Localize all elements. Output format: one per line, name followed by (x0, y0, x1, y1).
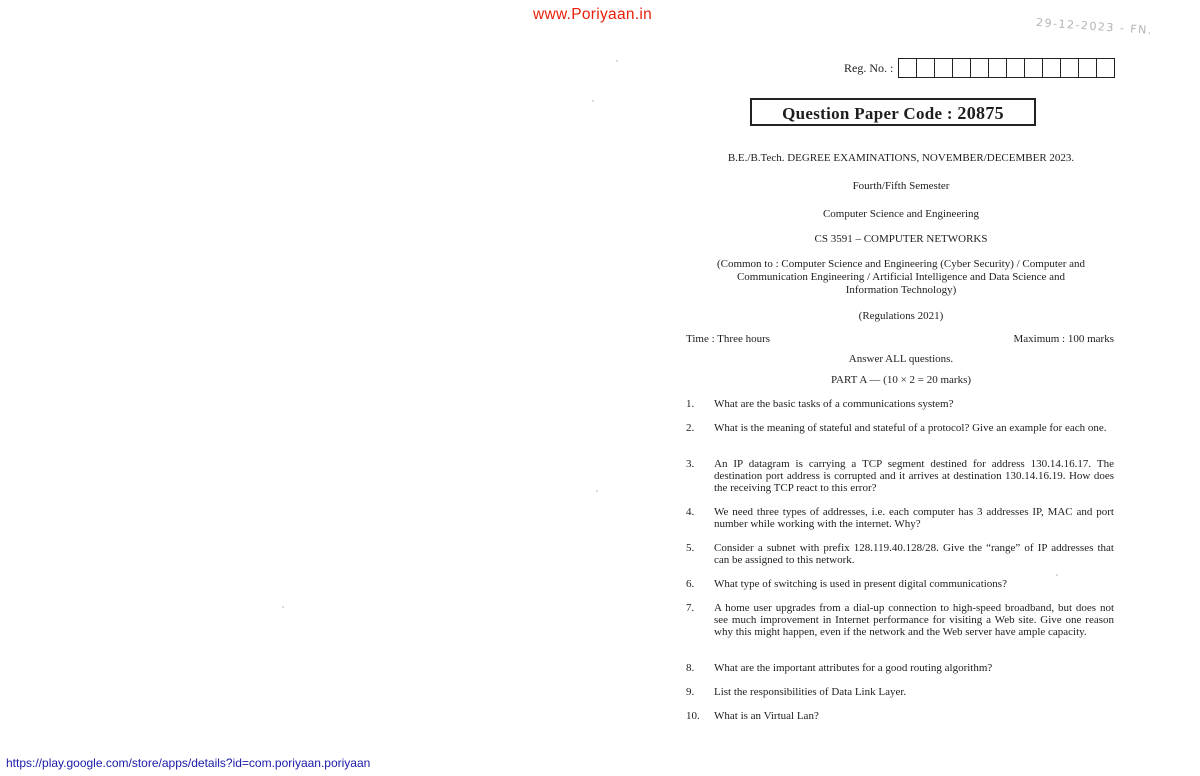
question-item (686, 422, 1114, 434)
reg-no-box[interactable] (952, 58, 971, 78)
question-text: What are the important attributes for a good routing algorithm? (714, 662, 993, 674)
reg-no-box[interactable] (934, 58, 953, 78)
reg-no-field (844, 58, 1115, 78)
paper-code-label: Question Paper Code : (782, 104, 958, 123)
common-to-line: (Common to : Computer Science and Engineering (Cyber Security) / Computer and (716, 258, 1086, 270)
question-item (686, 710, 1114, 722)
question-number: 4. (686, 506, 695, 518)
reg-no-box[interactable] (1042, 58, 1061, 78)
scan-speck (616, 60, 618, 62)
question-number: 10. (686, 710, 700, 722)
question-number: 3. (686, 458, 695, 470)
reg-no-box[interactable] (988, 58, 1007, 78)
question-number: 2. (686, 422, 695, 434)
time-marks-row (686, 333, 1114, 345)
watermark-link[interactable]: www.Poriyaan.in (533, 6, 653, 23)
reg-no-box[interactable] (916, 58, 935, 78)
handwritten-date: 29-12-2023 - FN. (1035, 15, 1154, 38)
time-duration: Time : Three hours (686, 333, 771, 345)
exam-title: B.E./B.Tech. DEGREE EXAMINATIONS, NOVEMBER/DECEMBER 2023. (727, 152, 1075, 164)
question-number: 5. (686, 542, 695, 554)
question-text: List the responsibilities of Data Link Layer. (714, 686, 907, 698)
course-title: CS 3591 – COMPUTER NETWORKS (814, 233, 988, 245)
reg-no-box[interactable] (1060, 58, 1079, 78)
question-text: A home user upgrades from a dial-up connection to high-speed broadband, but does not see much improvement in Internet performance for visiting a Web site. Give one reason why this might happen, even if the network and the Web server have ample capacity. (714, 602, 1114, 638)
reg-no-box[interactable] (1024, 58, 1043, 78)
scan-speck (282, 606, 284, 608)
question-item (686, 662, 1114, 674)
common-to-line: Information Technology) (845, 284, 957, 296)
common-to (686, 258, 1116, 297)
question-item (686, 398, 1114, 410)
question-text: What is an Virtual Lan? (714, 710, 819, 722)
reg-no-box[interactable] (1096, 58, 1115, 78)
reg-no-box[interactable] (898, 58, 917, 78)
reg-no-boxes (899, 58, 1115, 78)
question-number: 1. (686, 398, 695, 410)
paper-code-number: 20875 (957, 103, 1004, 123)
question-number: 9. (686, 686, 695, 698)
maximum-marks: Maximum : 100 marks (1013, 333, 1114, 345)
department: Computer Science and Engineering (822, 208, 980, 220)
question-text: An IP datagram is carrying a TCP segment destined for address 130.14.16.17. The destination port address is corrupted and it arrives at destination 130.14.16.19. How does the receiving TCP react to this error? (714, 458, 1114, 494)
question-item (686, 686, 1114, 698)
question-text: Consider a subnet with prefix 128.119.40.128/28. Give the “range” of IP addresses that can be assigned to this network. (714, 542, 1114, 566)
question-number: 7. (686, 602, 695, 614)
regulations: (Regulations 2021) (858, 310, 944, 322)
scan-speck (592, 100, 594, 102)
question-text: What are the basic tasks of a communications system? (714, 398, 954, 410)
scan-speck (596, 490, 598, 492)
question-item (686, 578, 1114, 590)
part-a-heading: PART A — (10 × 2 = 20 marks) (830, 374, 972, 386)
question-text: What type of switching is used in present digital communications? (714, 578, 1007, 590)
reg-no-label: Reg. No. : (844, 60, 894, 75)
question-number: 6. (686, 578, 695, 590)
question-item (686, 602, 1114, 638)
semester: Fourth/Fifth Semester (852, 180, 950, 192)
scan-speck (1056, 574, 1058, 576)
question-text: What is the meaning of stateful and stateful of a protocol? Give an example for each one. (714, 422, 1107, 434)
footer-app-link[interactable]: https://play.google.com/store/apps/details?id=com.poriyaan.poriyaan (6, 756, 371, 770)
question-number: 8. (686, 662, 695, 674)
instruction: Answer ALL questions. (848, 353, 954, 365)
question-paper-code (750, 98, 1036, 126)
reg-no-box[interactable] (1006, 58, 1025, 78)
common-to-line: Communication Engineering / Artificial Intelligence and Data Science and (736, 271, 1066, 283)
question-item (686, 506, 1114, 530)
question-item (686, 458, 1114, 494)
question-text: We need three types of addresses, i.e. each computer has 3 addresses IP, MAC and port number while working with the internet. Why? (714, 506, 1114, 530)
reg-no-box[interactable] (1078, 58, 1097, 78)
reg-no-box[interactable] (970, 58, 989, 78)
question-item (686, 542, 1114, 566)
